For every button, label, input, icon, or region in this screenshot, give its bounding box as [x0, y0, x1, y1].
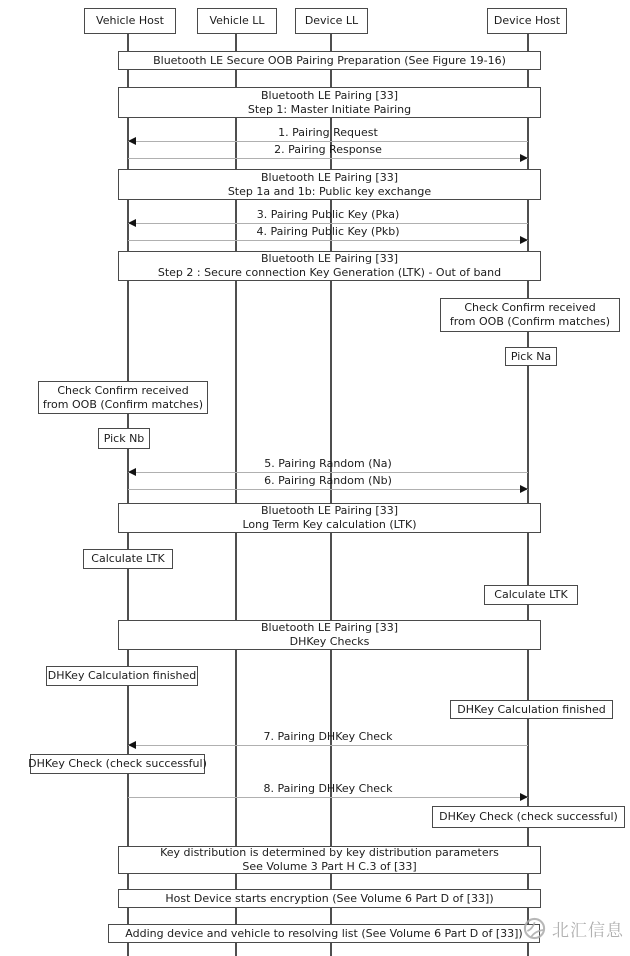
phase-dhkey-checks: [118, 620, 541, 650]
actor-vehicle-ll: [197, 8, 277, 34]
phase-text: Key distribution is determined by key distribution parameters: [160, 846, 499, 859]
message-line: [128, 141, 528, 142]
note-text: Pick Na: [510, 349, 552, 363]
message-label: 3. Pairing Public Key (Pka): [256, 208, 400, 221]
phase-text: Bluetooth LE Pairing [33]: [260, 252, 399, 265]
phase-text: Bluetooth LE Secure OOB Pairing Preparation (See Figure 19-16): [153, 53, 506, 67]
message-pairing-public-key-pkb: [128, 225, 528, 241]
message-pairing-random-na: [128, 457, 528, 473]
note-pick-na: [505, 347, 557, 366]
note-check-confirm-device-host: [440, 298, 620, 332]
phase-text: Host Device starts encryption (See Volume 6 Part D of [33]): [165, 891, 494, 905]
note-text: Check Confirm received: [464, 301, 596, 314]
note-text: DHKey Check (check successful): [28, 757, 207, 770]
phase-oob-pairing-preparation: [118, 51, 541, 70]
message-pairing-request: [128, 126, 528, 142]
arrowhead-right-icon: [520, 236, 528, 244]
phase-text: Adding device and vehicle to resolving list (See Volume 6 Part D of [33]): [125, 926, 523, 940]
phase-text: Bluetooth LE Pairing [33]: [260, 621, 399, 634]
actor-device-host: [487, 8, 567, 34]
message-line: [128, 158, 528, 159]
phase-step1-master-initiate-pairing: [118, 87, 541, 118]
note-text: DHKey Check (check successful): [439, 810, 618, 823]
note-dhkey-check-successful-vehicle-host: [30, 754, 205, 774]
note-text: Check Confirm received: [57, 383, 189, 397]
message-pairing-response: [128, 143, 528, 159]
phase-text: DHKey Checks: [289, 635, 370, 648]
note-dhkey-calculation-finished-vehicle-host: [46, 666, 198, 686]
actor-device-ll: [295, 8, 368, 34]
actor-vehicle-host: [84, 8, 176, 34]
phase-text: Bluetooth LE Pairing [33]: [260, 170, 399, 184]
message-pairing-random-nb: [128, 474, 528, 490]
note-text: Calculate LTK: [494, 588, 568, 601]
phase-text: See Volume 3 Part H C.3 of [33]: [242, 860, 417, 873]
message-line: [128, 797, 528, 798]
message-pairing-public-key-pka: [128, 208, 528, 224]
note-text: from OOB (Confirm matches): [449, 315, 611, 328]
note-text: DHKey Calculation finished: [457, 702, 606, 716]
message-line: [128, 472, 528, 473]
phase-text: Bluetooth LE Pairing [33]: [260, 504, 399, 517]
arrowhead-right-icon: [520, 793, 528, 801]
note-text: from OOB (Confirm matches): [42, 397, 204, 411]
message-label: 4. Pairing Public Key (Pkb): [256, 225, 400, 238]
phase-long-term-key-calculation: [118, 503, 541, 533]
note-text: Calculate LTK: [91, 552, 165, 565]
message-label: 5. Pairing Random (Na): [264, 457, 392, 470]
actor-label: Vehicle Host: [96, 14, 164, 27]
note-dhkey-check-successful-device-host: [432, 806, 625, 828]
note-check-confirm-vehicle-host: [38, 381, 208, 414]
phase-text: Bluetooth LE Pairing [33]: [260, 88, 399, 102]
message-line: [128, 489, 528, 490]
message-line: [128, 223, 528, 224]
phase-text: Step 2 : Secure connection Key Generation (LTK) - Out of band: [157, 266, 502, 279]
note-text: DHKey Calculation finished: [47, 669, 197, 682]
message-pairing-dhkey-check-8: [128, 782, 528, 798]
message-label: 2. Pairing Response: [274, 143, 382, 156]
arrowhead-right-icon: [520, 154, 528, 162]
message-line: [128, 240, 528, 241]
phase-step2-key-generation-oob: [118, 251, 541, 281]
note-pick-nb: [98, 428, 150, 449]
actor-label: Device LL: [304, 14, 359, 27]
phase-step1a-1b-public-key-exchange: [118, 169, 541, 200]
note-dhkey-calculation-finished-device-host: [450, 700, 613, 719]
actor-label: Vehicle LL: [209, 14, 265, 27]
arrowhead-right-icon: [520, 485, 528, 493]
watermark: [523, 916, 624, 941]
phase-adding-to-resolving-list: [108, 924, 540, 943]
watermark-text: 北汇信息: [552, 921, 624, 941]
phase-text: Step 1a and 1b: Public key exchange: [227, 184, 432, 198]
arrowhead-left-icon: [128, 741, 136, 749]
message-label: 8. Pairing DHKey Check: [263, 782, 393, 795]
phase-text: Long Term Key calculation (LTK): [242, 518, 417, 531]
message-label: 1. Pairing Request: [278, 126, 378, 139]
message-label: 7. Pairing DHKey Check: [263, 730, 393, 743]
note-calculate-ltk-device-host: [484, 585, 578, 605]
message-pairing-dhkey-check-7: [128, 730, 528, 746]
phase-text: Step 1: Master Initiate Pairing: [247, 102, 412, 116]
actor-label: Device Host: [493, 14, 561, 27]
message-line: [128, 745, 528, 746]
phase-key-distribution: [118, 846, 541, 874]
watermark-logo-icon: [523, 917, 546, 940]
note-calculate-ltk-vehicle-host: [83, 549, 173, 569]
note-text: Pick Nb: [103, 431, 145, 445]
phase-host-device-starts-encryption: [118, 889, 541, 908]
message-label: 6. Pairing Random (Nb): [264, 474, 392, 487]
